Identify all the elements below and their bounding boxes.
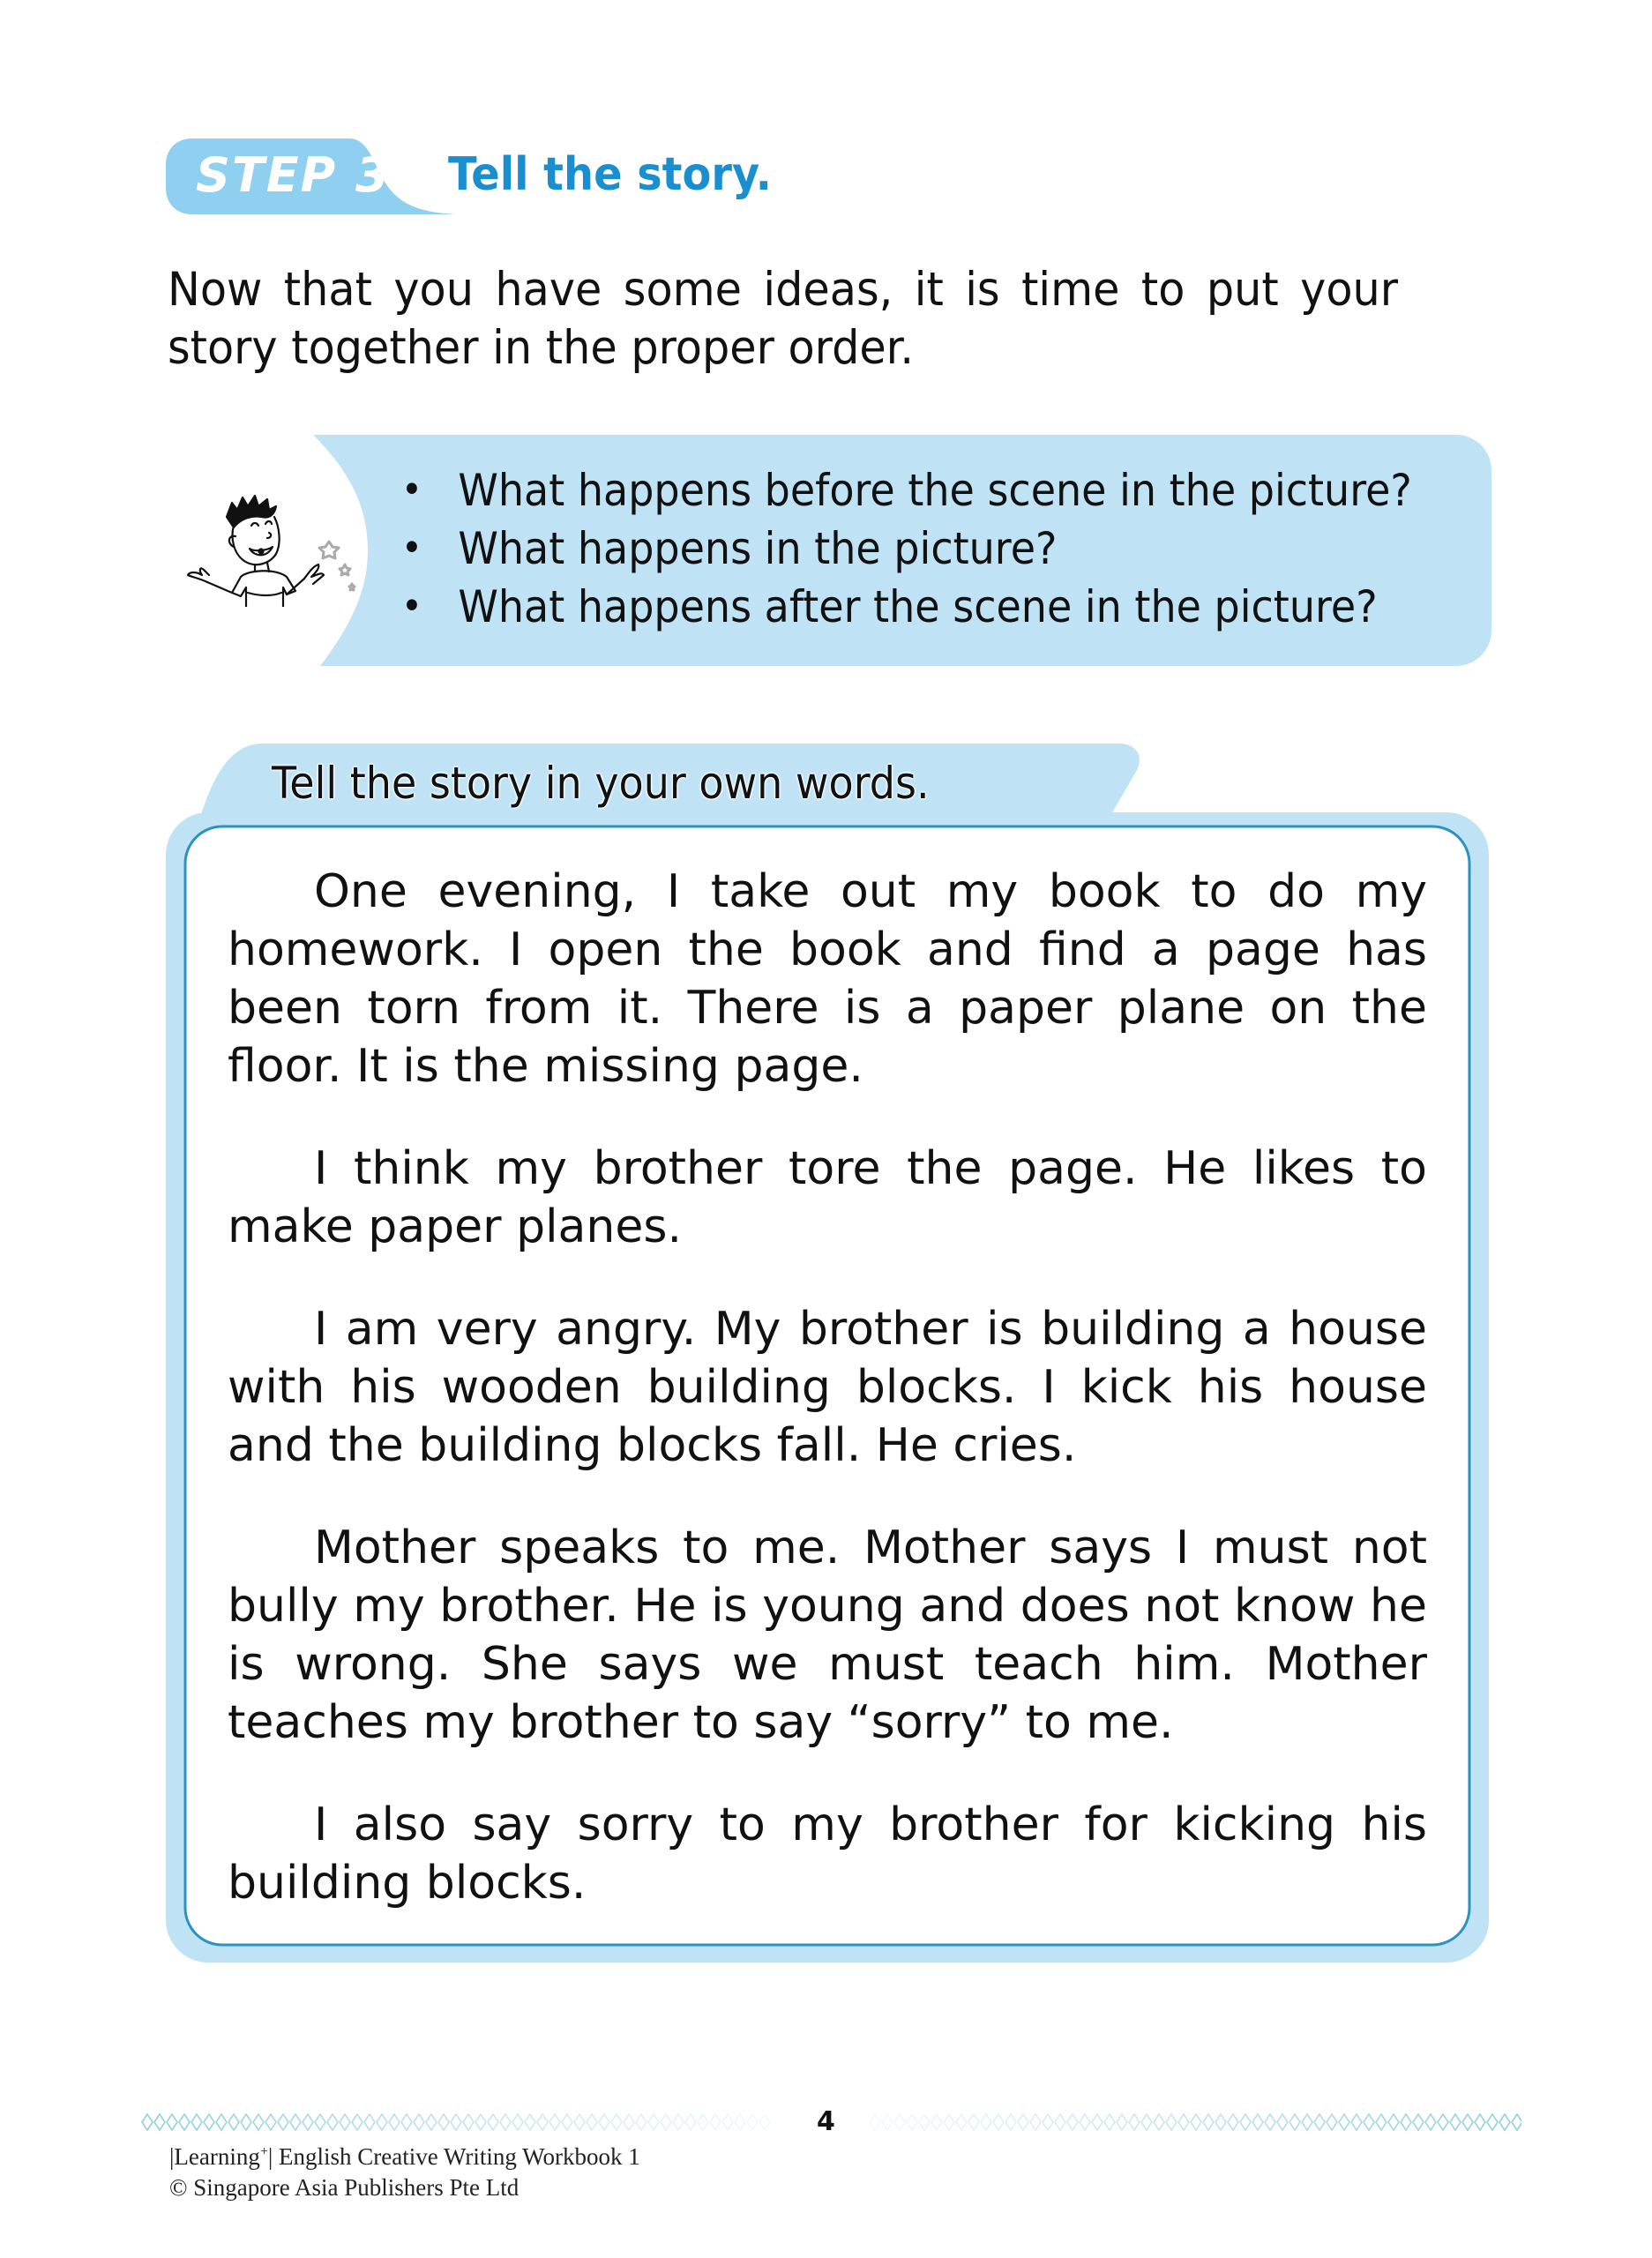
story-paragraph: One evening, I take out my book to do my homework. I open the book and find a page has been torn from it. There is a paper plane on the floor. It is the missing page. — [228, 865, 1427, 1093]
intro-paragraph: Now that you have some ideas, it is time to put your story together in the proper order. — [168, 263, 1398, 375]
tip-item — [401, 578, 1412, 636]
tip-text: What happens after the scene in the picture? — [458, 581, 1378, 632]
footer-copyright: © Singapore Asia Publishers Pte Ltd — [169, 2174, 520, 2201]
story-tab-label: Tell the story in your own words. — [272, 758, 930, 809]
footer-book-title — [169, 2143, 640, 2171]
footer-diamond-divider — [869, 2112, 1521, 2132]
step-badge — [166, 138, 457, 214]
bullet-icon: • — [401, 584, 422, 629]
tip-item — [401, 461, 1412, 520]
story-paragraph: I also say sorry to my brother for kicking his building blocks. — [228, 1798, 1427, 1910]
story-paragraph: I am very angry. My brother is building a house with his wooden building blocks. I kick his house and the building blocks fall. He cries. — [228, 1303, 1427, 1472]
bullet-icon: • — [401, 467, 422, 512]
tips-list — [401, 461, 1499, 636]
tip-text: What happens in the picture? — [458, 523, 1058, 574]
story-text — [228, 863, 1427, 1956]
step-title: Tell the story. — [448, 148, 772, 201]
tip-item — [401, 520, 1412, 578]
step-label: STEP 3 — [196, 147, 391, 203]
bullet-icon: • — [401, 526, 422, 571]
brand-suffix: | English Creative Writing Workbook 1 — [267, 2143, 640, 2170]
story-box — [166, 744, 1489, 1963]
brand-prefix: |Learning — [169, 2143, 260, 2170]
boy-thinking-icon — [163, 483, 357, 607]
story-paragraph: I think my brother tore the page. He likes to make paper planes. — [228, 1142, 1427, 1253]
footer-diamond-divider — [141, 2112, 772, 2132]
page-number: 4 — [817, 2106, 835, 2137]
brand-sup: + — [259, 2144, 268, 2159]
story-paragraph: Mother speaks to me. Mother says I must not bully my brother. He is young and does not know he is wrong. She says we must teach him. Mother teaches my brother to say “sorry” to me. — [228, 1522, 1427, 1749]
tips-box — [313, 435, 1491, 666]
tip-text: What happens before the scene in the picture? — [458, 465, 1412, 516]
